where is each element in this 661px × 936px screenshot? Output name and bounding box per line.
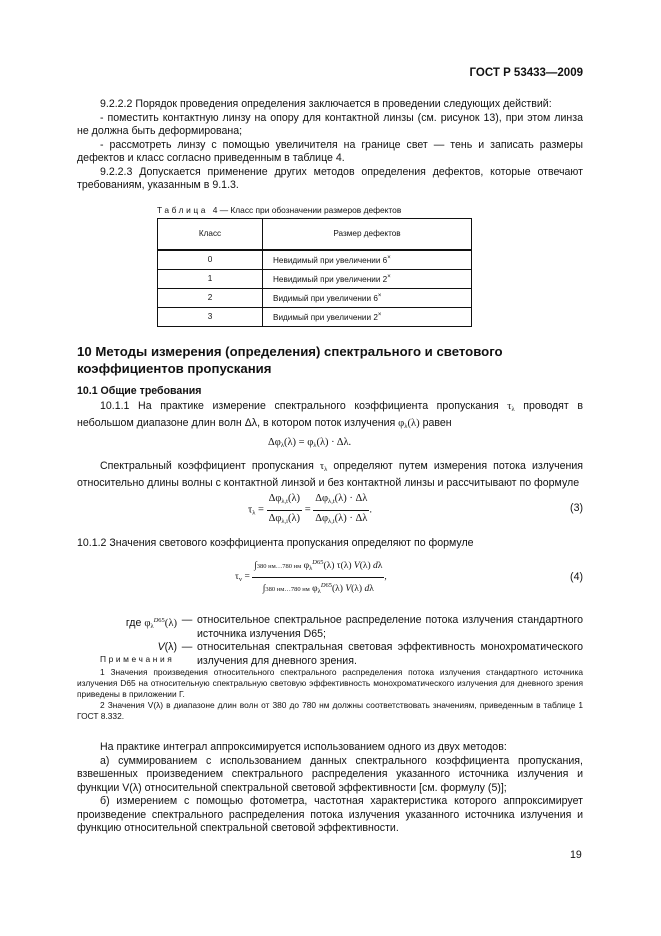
paragraph-step-1: - поместить контактную линзу на опору для контактной линзы (см. рисунок 13), при этом линза не должна быть деформирована; [77, 111, 583, 137]
practice-intro: На практике интеграл аппроксимируется использованием одного из двух методов: [100, 741, 507, 753]
cell-size [263, 250, 472, 270]
defects-table [157, 218, 472, 327]
notes [77, 667, 583, 722]
table-caption-label: Таблица [157, 205, 209, 215]
cell-size-text: Видимый при увеличении 6 [273, 294, 378, 304]
table-row [158, 308, 472, 327]
definition-text: относительная спектральная световая эффективность монохроматического излучения для дневного зрения. [197, 641, 583, 667]
table-caption-text: 4 — Класс при обозначении размеров дефектов [212, 205, 402, 215]
document-code: ГОСТ Р 53433—2009 [469, 67, 583, 79]
table-header-row [158, 219, 472, 251]
equation-number-3: (3) [570, 502, 583, 514]
text-span: проводят в небольшом диапазоне длин волн Δλ, в котором поток излучения [77, 400, 583, 429]
paragraph-spectral [77, 460, 583, 490]
cell-size [263, 270, 472, 289]
note-1: 1 Значения произведения относительного спектрального распределения потока излучения стандартного источника излучения D65 на относительную спектральную световую эффективность монохроматического излучения для дневного зрения приведены в приложении Г. [77, 667, 583, 699]
paragraph-9-2-2-3: 9.2.2.3 Допускается применение других методов определения дефектов, которые отвечают требованиям, указанным в 9.1.3. [77, 165, 583, 191]
magnification-mark: × [387, 274, 391, 281]
magnification-mark: × [377, 312, 382, 319]
equation-number-4: (4) [570, 571, 583, 583]
column-header-class: Класс [158, 219, 263, 251]
text-span: 10.1.1 На практике измерение спектрального коэффициента пропускания [100, 400, 508, 412]
cell-size-text: Невидимый при увеличении 2 [273, 275, 388, 285]
cell-size [263, 308, 472, 327]
text-span: равен [419, 416, 452, 429]
section-10-title: 10 Методы измерения (определения) спектрального и светового коэффициентов пропускания [77, 344, 503, 376]
cell-class: 3 [158, 308, 263, 327]
text-span: определяют путем измерения потока излучения относительно длины волны с контактной линзой и без контактной линзы и рассчитывают по формуле [77, 460, 584, 489]
section-10-1-title: 10.1 Общие требования [77, 385, 202, 397]
formula-delta-phi: $\Delta\varphi_\lambda(\lambda) = \varphi_\lambda(\lambda) \cdot \Delta\lambda$. [268, 437, 352, 449]
cell-class: 0 [158, 250, 263, 270]
magnification-mark: × [377, 293, 382, 300]
definition-row [77, 614, 583, 641]
phi-lambda-symbol: $\varphi_\lambda(\lambda)$ [398, 417, 420, 430]
cell-class: 1 [158, 270, 263, 289]
table-row [158, 270, 472, 289]
tau-lambda-symbol: $\tau_\lambda$ [507, 401, 515, 413]
paragraph-10-1-1 [77, 400, 583, 433]
practice-method-b: б) измерением с помощью фотометра, частотная характеристика которого аппроксимирует произведение спектрального распределения потока излучения указанного источника излучения и функцию относительной спектральной световой эффективности. [77, 795, 583, 834]
table-row [158, 289, 472, 308]
definition-dash: — [181, 641, 193, 653]
paragraph-10-1-2 [77, 537, 583, 551]
cell-size-text: Невидимый при увеличении 6 [273, 256, 388, 266]
practice-section [77, 741, 583, 836]
formula-4: $\tau_v$ = $\frac{\int 380 нм\dots 780 нм \varphi_\lambda^{D65}(\lambda) \tau(\lambda) V(\lambda) d\lambda}{\int 380 нм\dots 780 нм \varphi_\lambda^{D65}(\lambda) V(\lambda) d\lambda}$ , [235, 556, 387, 598]
formula-3: $\tau_\lambda$ = $\frac{\Delta\varphi_{\lambda,t}(\lambda)}{\Delta\varphi_{\lambda,i}(\lambda)}$ = $\frac{\Delta\varphi_{\lambda,t}(\lambda) \cdot \Delta\lambda}{\Delta\varphi_{\lambda,i}(\lambda) \cdot \Delta\lambda}$ . [248, 493, 372, 525]
cell-size [263, 289, 472, 308]
paragraph-9-2-2-2: 9.2.2.2 Порядок проведения определения заключается в проведении следующих действий: [100, 98, 552, 110]
definition-dash: — [181, 614, 193, 626]
integral-lower: 380 нм [256, 563, 276, 570]
table-caption [157, 204, 401, 218]
definition-term: где $\varphi_\lambda^{D65}(\lambda)$ [125, 617, 177, 630]
integral-upper: 780 нм [282, 563, 302, 570]
where-label: где [125, 617, 142, 629]
paragraph-step-2: - рассмотреть линзу с помощью увеличителя на границе свет — тень и записать размеры дефектов и класс согласно приведенным в таблице 4. [77, 138, 583, 164]
practice-method-a: а) суммированием с использованием данных спектрального коэффициента пропускания, взвешенных произведением спектрального распределения указанного источника излучения и функции V(λ) относительной спектральной световой эффективности [см. формулу (5)]; [77, 754, 583, 794]
intro-section [77, 98, 583, 193]
cell-class: 2 [158, 289, 263, 308]
text-span: Спектральный коэффициент пропускания [100, 460, 320, 472]
magnification-mark: × [387, 255, 391, 262]
column-header-size: Размер дефектов [263, 219, 472, 251]
page-number: 19 [570, 849, 582, 861]
definition-text: относительное спектральное распределение потока излучения стандартного источника излучения D65; [197, 614, 583, 640]
definition-term: V(λ) [157, 641, 177, 653]
note-2: 2 Значения V(λ) в диапазоне длин волн от 380 до 780 нм должны соответствовать значениям, приведенным в таблице 1 ГОСТ 8.332. [77, 700, 583, 721]
table-row [158, 250, 472, 270]
text-span: 10.1.2 Значения светового коэффициента пропускания определяют по формуле [77, 537, 474, 549]
tau-lambda-symbol: $\tau_\lambda$ [319, 461, 328, 473]
notes-title: Примечания [100, 654, 175, 664]
cell-size-text: Видимый при увеличении 2 [273, 313, 378, 323]
